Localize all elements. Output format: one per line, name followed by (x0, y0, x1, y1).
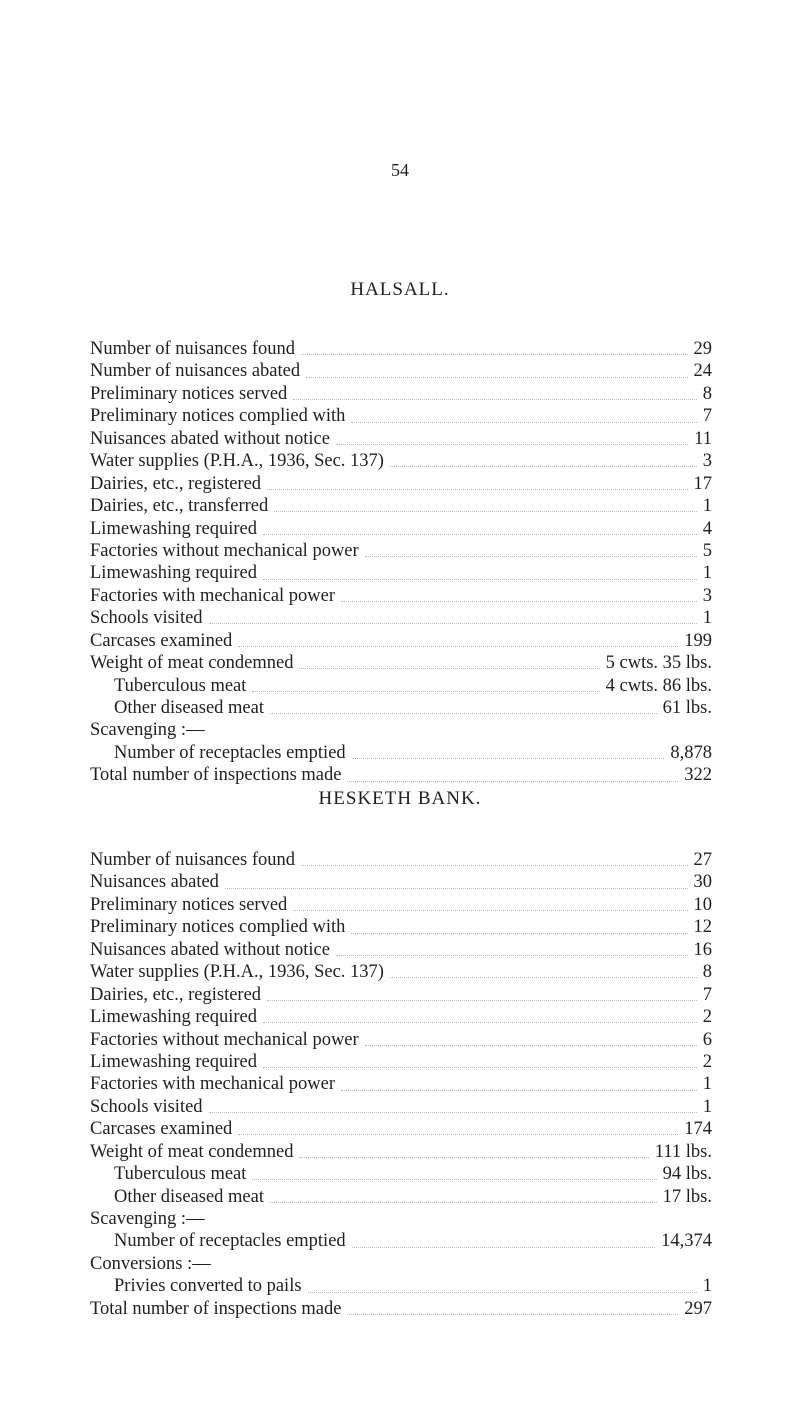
list-item (90, 984, 712, 1006)
item-label: Number of receptacles emptied (114, 1231, 346, 1252)
list-item (90, 450, 712, 472)
item-label: Tuberculous meat (114, 675, 247, 696)
dot-leader (217, 1269, 706, 1270)
section-list-halsall (90, 338, 712, 787)
item-value: 2 (702, 1007, 712, 1028)
item-label: Factories without mechanical power (90, 540, 359, 561)
section-title-hesketh-bank: HESKETH BANK. (318, 788, 482, 809)
list-item (90, 871, 712, 893)
dot-leader (267, 488, 687, 490)
dot-leader (351, 421, 696, 423)
list-item (90, 383, 712, 405)
item-value: 1 (702, 1096, 712, 1117)
dot-leader (209, 622, 697, 624)
list-item (90, 473, 712, 495)
item-value: 1 (702, 563, 712, 584)
item-value: 4 cwts. 86 lbs. (605, 675, 712, 696)
item-label: Number of nuisances found (90, 339, 295, 359)
item-label: Privies converted to pails (114, 1276, 302, 1297)
item-label: Dairies, etc., transferred (90, 496, 269, 517)
item-label: Other diseased meat (114, 1186, 264, 1207)
list-item (90, 652, 712, 674)
item-label: Number of nuisances abated (90, 361, 301, 382)
dot-leader (270, 712, 657, 714)
dot-leader (252, 1178, 656, 1180)
list-item (90, 939, 712, 961)
list-item (90, 1230, 712, 1252)
item-value: 3 (702, 451, 712, 472)
item-label: Limewashing required (90, 518, 257, 539)
item-value: 10 (693, 894, 712, 915)
dot-leader (306, 376, 687, 378)
dot-leader (209, 1111, 697, 1113)
item-value: 322 (684, 765, 712, 786)
item-label: Total number of inspections made (90, 1298, 342, 1319)
item-value: 297 (684, 1298, 712, 1319)
item-label: Number of receptacles emptied (114, 742, 346, 763)
item-value: 11 (694, 428, 712, 449)
dot-leader (336, 954, 688, 956)
item-value: 3 (702, 585, 712, 606)
item-value: 1 (702, 1276, 712, 1297)
item-value: 16 (693, 939, 712, 960)
section-list-hesketh-bank (90, 849, 712, 1320)
list-item (90, 1163, 712, 1185)
item-value: 2 (702, 1051, 712, 1072)
dot-leader (336, 443, 688, 445)
dot-leader (301, 864, 688, 866)
dot-leader (390, 976, 697, 978)
item-label: Other diseased meat (114, 698, 264, 718)
item-label: Nuisances abated without notice (90, 939, 330, 960)
dot-leader (263, 1066, 697, 1068)
item-label: Schools visited (90, 1096, 203, 1117)
item-label: Limewashing required (90, 1051, 257, 1072)
dot-leader (347, 1313, 678, 1315)
item-label: Preliminary notices complied with (90, 406, 346, 427)
list-item (90, 338, 712, 360)
item-value: 5 (702, 540, 712, 561)
item-label: Scavenging :— (90, 720, 205, 741)
dot-leader (352, 757, 665, 759)
item-label: Nuisances abated without notice (90, 428, 330, 449)
list-item (90, 1298, 712, 1320)
list-item (90, 518, 712, 540)
list-item (90, 675, 712, 697)
item-value: 94 lbs. (662, 1164, 712, 1185)
item-value: 174 (684, 1119, 712, 1140)
item-label: Dairies, etc., registered (90, 984, 262, 1005)
dot-leader (341, 600, 697, 602)
dot-leader (270, 1201, 657, 1203)
list-item (90, 1051, 712, 1073)
dot-leader (238, 1133, 678, 1135)
dot-leader (293, 398, 696, 400)
dot-leader (365, 1044, 697, 1046)
list-item (90, 585, 712, 607)
item-label: Factories with mechanical power (90, 1074, 336, 1095)
dot-leader (267, 999, 697, 1001)
dot-leader (341, 1089, 697, 1091)
item-label: Limewashing required (90, 563, 257, 584)
item-value: 111 lbs. (654, 1141, 712, 1162)
item-label: Number of nuisances found (90, 850, 295, 870)
dot-leader (352, 1246, 655, 1248)
list-item (90, 562, 712, 584)
item-value: 61 lbs. (662, 698, 712, 718)
item-value: 29 (693, 339, 712, 359)
item-value: 14,374 (661, 1231, 712, 1252)
list-item (90, 742, 712, 764)
item-label: Factories with mechanical power (90, 585, 336, 606)
list-item (90, 1186, 712, 1208)
list-item (90, 719, 712, 741)
item-label: Weight of meat condemned (90, 1141, 294, 1162)
item-label: Weight of meat condemned (90, 653, 294, 674)
list-item (90, 697, 712, 719)
dot-leader (299, 667, 599, 669)
item-value: 27 (693, 850, 712, 870)
list-item (90, 630, 712, 652)
list-item (90, 1141, 712, 1163)
list-item (90, 1096, 712, 1118)
dot-leader (225, 887, 688, 889)
dot-leader (252, 690, 599, 692)
item-label: Schools visited (90, 608, 203, 629)
dot-leader (365, 555, 697, 557)
item-label: Conversions :— (90, 1253, 211, 1274)
item-value: 199 (684, 630, 712, 651)
dot-leader (263, 1021, 697, 1023)
dot-leader (211, 1224, 706, 1225)
dot-leader (390, 465, 697, 467)
item-value: 30 (693, 872, 712, 893)
item-label: Scavenging :— (90, 1209, 205, 1229)
list-item (90, 1253, 712, 1275)
list-item (90, 1073, 712, 1095)
dot-leader (347, 780, 678, 782)
dot-leader (301, 353, 688, 355)
dot-leader (211, 735, 706, 736)
list-item (90, 1118, 712, 1140)
page-number: 54 (391, 160, 409, 180)
list-item (90, 894, 712, 916)
dot-leader (293, 909, 687, 911)
item-label: Dairies, etc., registered (90, 473, 262, 494)
dot-leader (263, 533, 697, 535)
list-item (90, 607, 712, 629)
item-label: Preliminary notices served (90, 894, 288, 915)
item-value: 17 (693, 473, 712, 494)
item-value: 1 (702, 608, 712, 629)
item-label: Water supplies (P.H.A., 1936, Sec. 137) (90, 451, 384, 472)
item-label: Tuberculous meat (114, 1164, 247, 1185)
item-value: 6 (702, 1029, 712, 1050)
list-item (90, 405, 712, 427)
item-label: Factories without mechanical power (90, 1029, 359, 1050)
dot-leader (274, 510, 697, 512)
item-value: 7 (702, 984, 712, 1005)
item-value: 24 (693, 361, 712, 382)
list-item (90, 428, 712, 450)
list-item (90, 764, 712, 786)
list-item (90, 916, 712, 938)
item-value: 1 (702, 1074, 712, 1095)
item-label: Limewashing required (90, 1007, 257, 1028)
dot-leader (351, 932, 687, 934)
item-value: 8,878 (670, 742, 712, 763)
item-label: Preliminary notices complied with (90, 917, 346, 938)
list-item (90, 1208, 712, 1230)
item-value: 4 (702, 518, 712, 539)
item-value: 1 (702, 496, 712, 517)
item-value: 8 (702, 962, 712, 983)
list-item (90, 360, 712, 382)
dot-leader (308, 1291, 697, 1293)
item-label: Total number of inspections made (90, 765, 342, 786)
item-value: 12 (693, 917, 712, 938)
item-value: 8 (702, 383, 712, 404)
section-title-halsall: HALSALL. (350, 279, 450, 300)
item-label: Nuisances abated (90, 872, 219, 893)
list-item (90, 540, 712, 562)
item-label: Carcases examined (90, 1119, 233, 1140)
list-item (90, 961, 712, 983)
item-label: Preliminary notices served (90, 383, 288, 404)
item-value: 5 cwts. 35 lbs. (605, 653, 712, 674)
item-label: Water supplies (P.H.A., 1936, Sec. 137) (90, 962, 384, 983)
item-label: Carcases examined (90, 630, 233, 651)
list-item (90, 1029, 712, 1051)
list-item (90, 495, 712, 517)
dot-leader (263, 578, 697, 580)
list-item (90, 1006, 712, 1028)
list-item (90, 1275, 712, 1297)
list-item (90, 849, 712, 871)
item-value: 17 lbs. (662, 1186, 712, 1207)
dot-leader (299, 1156, 648, 1158)
item-value: 7 (702, 406, 712, 427)
dot-leader (238, 645, 678, 647)
